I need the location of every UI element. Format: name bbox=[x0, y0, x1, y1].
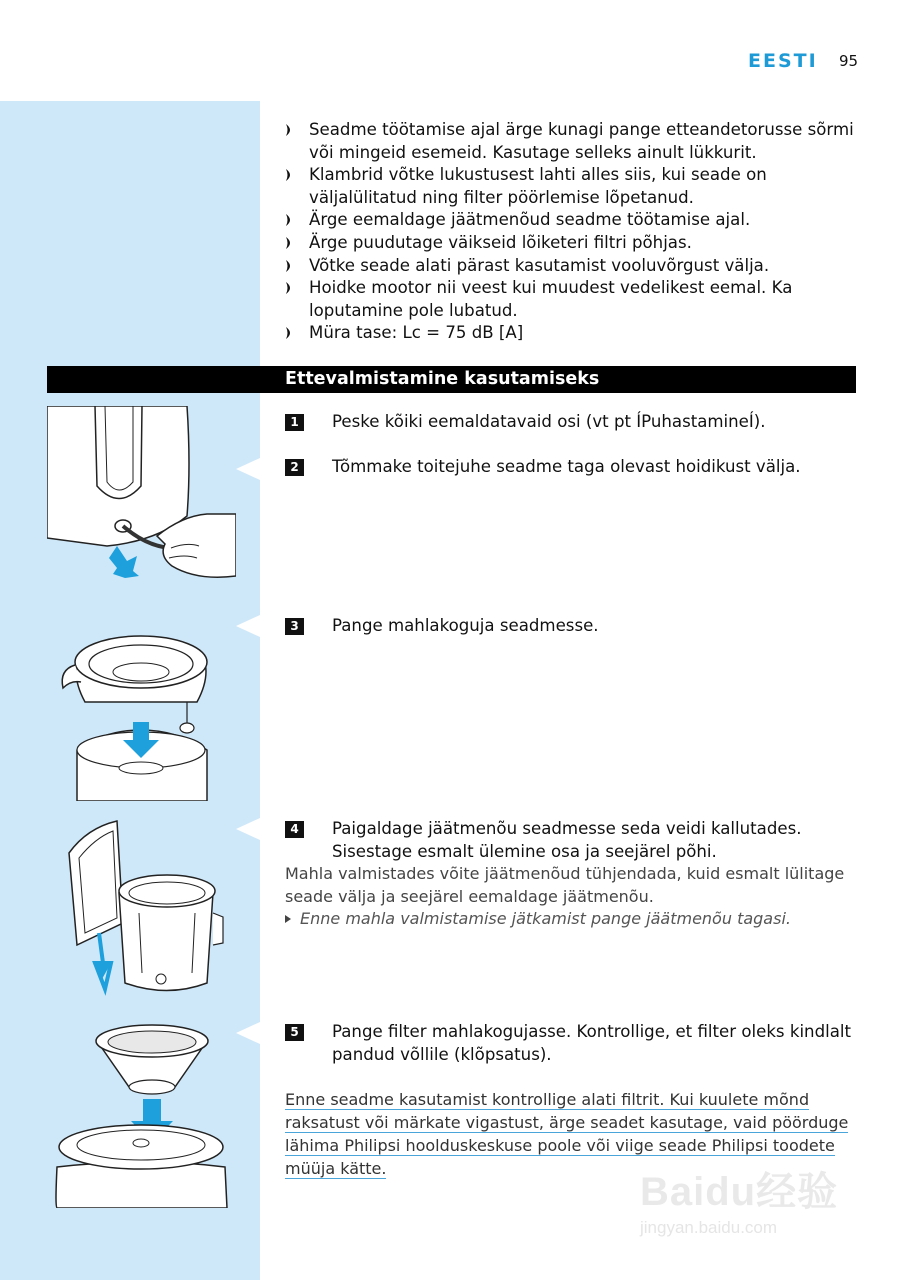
step-4 bbox=[285, 818, 860, 863]
step-number: 1 bbox=[285, 414, 304, 431]
tip-text: Enne mahla valmistamise jätkamist pange jäätmenõu tagasi. bbox=[300, 909, 791, 929]
step-3 bbox=[285, 615, 860, 638]
step-1 bbox=[285, 411, 860, 434]
bullet-marker-icon bbox=[285, 260, 294, 272]
list-item: Ärge puudutage väikseid lõiketeri filtri põhjas. bbox=[285, 232, 855, 255]
callout-notch bbox=[236, 458, 260, 480]
illustration-cord-pull bbox=[47, 406, 236, 597]
list-item: Võtke seade alati pärast kasutamist vooluvõrgust välja. bbox=[285, 255, 855, 278]
watermark bbox=[640, 1160, 860, 1250]
bullet-marker-icon bbox=[285, 327, 294, 339]
list-item: Ärge eemaldage jäätmenõud seadme töötamise ajal. bbox=[285, 209, 855, 232]
illustration-juice-collector bbox=[47, 610, 236, 801]
step-text: Paigaldage jäätmenõu seadmesse seda veidi kallutades. Sisestage esmalt ülemine osa ja seejärel põhi. bbox=[332, 819, 802, 861]
callout-notch bbox=[236, 818, 260, 840]
page-number: 95 bbox=[839, 52, 859, 70]
step-text: Tõmmake toitejuhe seadme taga olevast hoidikust välja. bbox=[332, 457, 801, 476]
step-text: Pange mahlakoguja seadmesse. bbox=[332, 616, 599, 635]
step-4-note bbox=[285, 863, 855, 931]
bullet-marker-icon bbox=[285, 237, 294, 249]
step-number: 2 bbox=[285, 459, 304, 476]
triangle-bullet-icon bbox=[285, 915, 291, 923]
list-item: Hoidke mootor nii veest kui muudest vedelikest eemal. Ka loputamine pole lubatud. bbox=[285, 277, 855, 322]
step-number: 5 bbox=[285, 1024, 304, 1041]
bullet-marker-icon bbox=[285, 169, 294, 181]
language-label: EESTI bbox=[748, 50, 818, 72]
step-number: 4 bbox=[285, 821, 304, 838]
section-header-bar bbox=[47, 366, 856, 393]
list-item: Müra tase: Lc = 75 dB [A] bbox=[285, 322, 855, 345]
bullet-marker-icon bbox=[285, 282, 294, 294]
list-item: Klambrid võtke lukustusest lahti alles siis, kui seade on väljalülitatud ning filter pöörlemise lõpetanud. bbox=[285, 164, 855, 209]
safety-bullet-list bbox=[285, 119, 855, 345]
step-text: Peske kõiki eemaldatavaid osi (vt pt ÍPuhastamineÍ). bbox=[332, 412, 766, 431]
note-text: Mahla valmistades võite jäätmenõud tühjendada, kuid esmalt lülitage seade välja ja seejärel eemaldage jäätmenõu. bbox=[285, 864, 845, 906]
step-number: 3 bbox=[285, 618, 304, 635]
callout-notch bbox=[236, 615, 260, 637]
bullet-marker-icon bbox=[285, 214, 294, 226]
bullet-marker-icon bbox=[285, 124, 294, 136]
watermark-brand: Baidu经验 bbox=[640, 1170, 839, 1214]
tip-line bbox=[285, 908, 855, 931]
warning-text: Enne seadme kasutamist kontrollige alati filtrit. Kui kuulete mõnd raksatust või märkate vigastust, ärge seadet kasutage, vaid pöörduge lähima Philipsi hoolduskeskuse poole või viige seade Philipsi toodete müüja kätte. bbox=[285, 1090, 849, 1178]
step-text: Pange filter mahlakogujasse. Kontrollige, et filter oleks kindlalt pandud võllile (klõpsatus). bbox=[332, 1022, 852, 1064]
step-5 bbox=[285, 1021, 860, 1066]
list-item: Seadme töötamise ajal ärge kunagi pange etteandetorusse sõrmi või mingeid esemeid. Kasutage selleks ainult lükkurit. bbox=[285, 119, 855, 164]
step-2 bbox=[285, 456, 860, 479]
illustration-pulp-container bbox=[47, 813, 236, 1004]
watermark-url: jingyan.baidu.com bbox=[640, 1218, 778, 1237]
callout-notch bbox=[236, 1022, 260, 1044]
illustration-filter bbox=[47, 1017, 236, 1208]
section-title: Ettevalmistamine kasutamiseks bbox=[285, 369, 600, 389]
